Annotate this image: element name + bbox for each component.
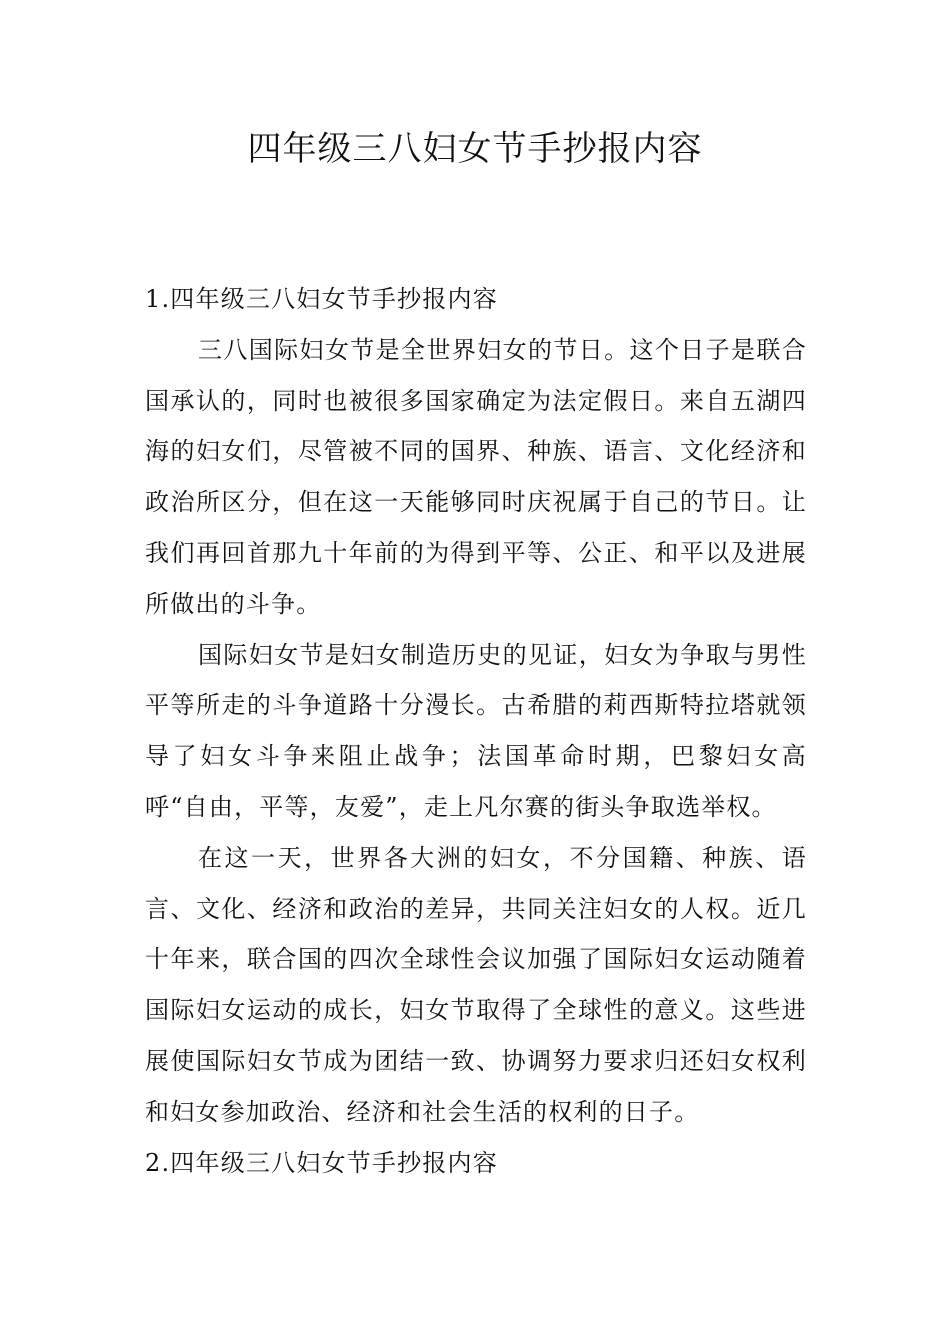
paragraph-1: 三八国际妇女节是全世界妇女的节日。这个日子是联合国承认的，同时也被很多国家确定为法定假日。来自五湖四海的妇女们，尽管被不同的国界、种族、语言、文化经济和政治所区分，但在这一天能够同时庆祝属于自己的节日。让我们再回首那九十年前的为得到平等、公正、和平以及进展所做出的斗争。: [145, 335, 807, 618]
document-body: [145, 274, 807, 1188]
section-heading-2: 2.四年级三八妇女节手抄报内容: [145, 1148, 498, 1177]
paragraph-2: 国际妇女节是妇女制造历史的见证，妇女为争取与男性平等所走的斗争道路十分漫长。古希腊的莉西斯特拉塔就领导了妇女斗争来阻止战争；法国革命时期，巴黎妇女高呼“自由，平等，友爱”，走上凡尔赛的街头争取选举权。: [145, 640, 807, 821]
document-title: 四年级三八妇女节手抄报内容: [247, 129, 703, 169]
paragraph-3: 在这一天，世界各大洲的妇女，不分国籍、种族、语言、文化、经济和政治的差异，共同关注妇女的人权。近几十年来，联合国的四次全球性会议加强了国际妇女运动随着国际妇女运动的成长，妇女节取得了全球性的意义。这些进展使国际妇女节成为团结一致、协调努力要求归还妇女权利和妇女参加政治、经济和社会生活的权利的日子。: [145, 843, 807, 1126]
section-heading-1: 1.四年级三八妇女节手抄报内容: [145, 285, 498, 313]
